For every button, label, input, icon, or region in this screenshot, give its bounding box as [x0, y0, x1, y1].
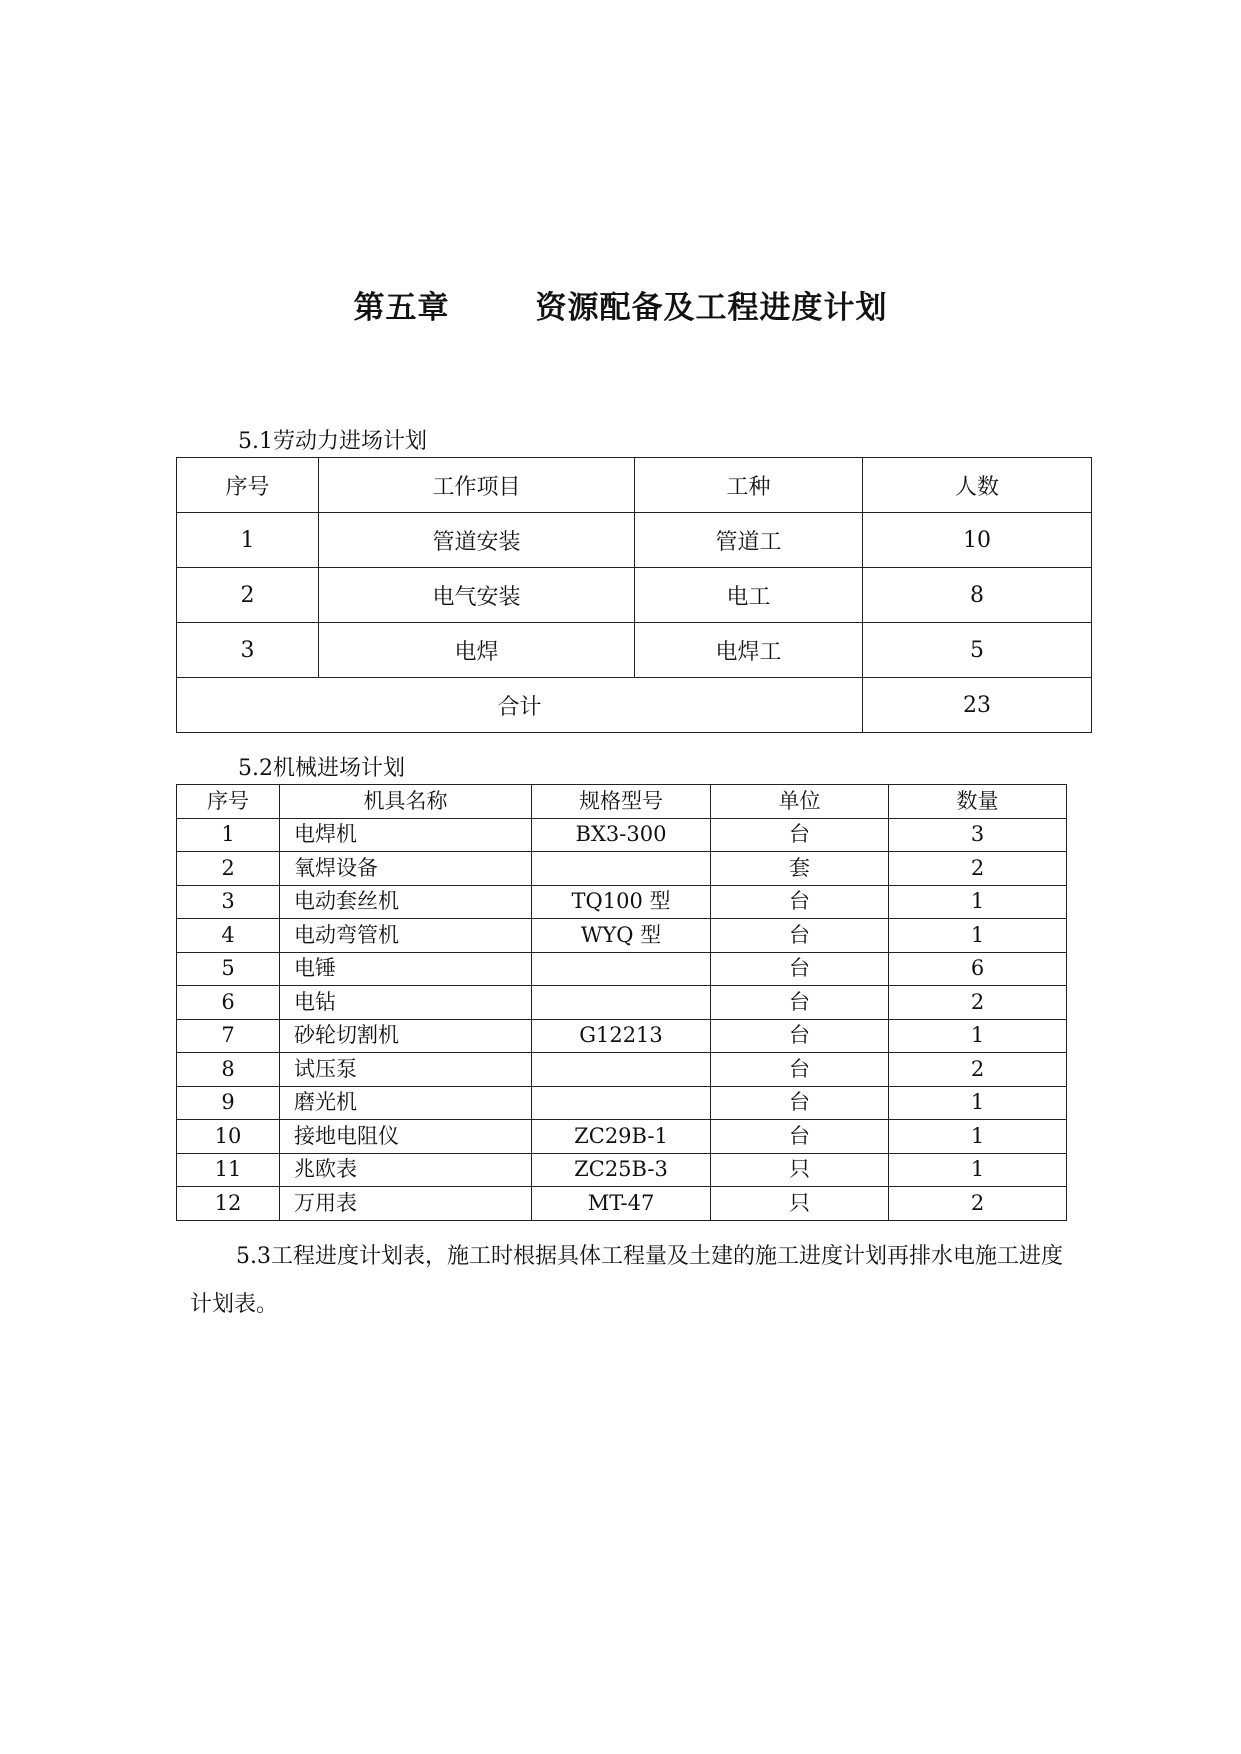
total-label: 合计: [177, 678, 863, 733]
table-cell: 电动套丝机: [280, 885, 532, 919]
table-cell: 台: [711, 1019, 889, 1053]
table-cell: 3: [177, 623, 319, 678]
table-row: [177, 623, 1092, 678]
table-cell: 电焊机: [280, 818, 532, 852]
table-row: [177, 1187, 1067, 1221]
table-cell: 1: [889, 1086, 1067, 1120]
table-cell: 2: [177, 568, 319, 623]
table-cell: 8: [863, 568, 1092, 623]
table-cell: 2: [177, 852, 280, 886]
table-cell: 台: [711, 1053, 889, 1087]
table-row: [177, 818, 1067, 852]
table-cell: 管道安装: [319, 513, 635, 568]
chapter-number: 第五章: [353, 290, 450, 326]
chapter-title: [0, 282, 1241, 327]
table-cell: 4: [177, 919, 280, 953]
table-cell: 电气安装: [319, 568, 635, 623]
table-cell: 1: [889, 1153, 1067, 1187]
total-value: 23: [863, 678, 1092, 733]
labor-plan-heading: 5.1劳动力进场计划: [238, 429, 427, 454]
table-cell: 10: [177, 1120, 280, 1154]
table-cell: 电工: [635, 568, 863, 623]
table-cell: 台: [711, 1086, 889, 1120]
table-cell: ZC29B-1: [532, 1120, 711, 1154]
table-cell: 2: [889, 1187, 1067, 1221]
table-cell: 万用表: [280, 1187, 532, 1221]
table-cell: 2: [889, 1053, 1067, 1087]
table-row: [177, 1019, 1067, 1053]
table-cell: 电焊工: [635, 623, 863, 678]
table-cell: 3: [889, 818, 1067, 852]
table-cell: 台: [711, 818, 889, 852]
table-cell: 10: [863, 513, 1092, 568]
table-cell: 电动弯管机: [280, 919, 532, 953]
table-row: [177, 919, 1067, 953]
table-cell: 12: [177, 1187, 280, 1221]
machine-plan-heading: 5.2机械进场计划: [238, 756, 405, 781]
table-cell: [532, 852, 711, 886]
table-cell: 砂轮切割机: [280, 1019, 532, 1053]
table-row: [177, 1053, 1067, 1087]
table-cell: 7: [177, 1019, 280, 1053]
table-row: [177, 986, 1067, 1020]
table-cell: [532, 952, 711, 986]
table-cell: 试压泵: [280, 1053, 532, 1087]
table-cell: 台: [711, 885, 889, 919]
table-cell: 电焊: [319, 623, 635, 678]
header-cell: 序号: [177, 785, 280, 819]
chapter-name: 资源配备及工程进度计划: [535, 290, 888, 326]
table-cell: 5: [177, 952, 280, 986]
table-cell: TQ100 型: [532, 885, 711, 919]
total-row: [177, 678, 1092, 733]
table-cell: 9: [177, 1086, 280, 1120]
table-cell: 8: [177, 1053, 280, 1087]
table-cell: 台: [711, 952, 889, 986]
table-cell: 6: [889, 952, 1067, 986]
table-cell: 台: [711, 919, 889, 953]
table-cell: 磨光机: [280, 1086, 532, 1120]
table-cell: 只: [711, 1153, 889, 1187]
table-cell: 3: [177, 885, 280, 919]
table-header-row: [177, 458, 1092, 513]
schedule-note: 5.3工程进度计划表，施工时根据具体工程量及土建的施工进度计划再排水电施工进度计划表。: [190, 1244, 1063, 1317]
header-cell: 单位: [711, 785, 889, 819]
table-cell: 2: [889, 986, 1067, 1020]
table-cell: 11: [177, 1153, 280, 1187]
table-cell: 套: [711, 852, 889, 886]
table-cell: 氧焊设备: [280, 852, 532, 886]
table-cell: 1: [889, 1120, 1067, 1154]
table-cell: ZC25B-3: [532, 1153, 711, 1187]
machine-plan-table: [176, 784, 1067, 1221]
table-cell: 1: [889, 1019, 1067, 1053]
table-cell: 管道工: [635, 513, 863, 568]
table-cell: 台: [711, 1120, 889, 1154]
table-row: [177, 852, 1067, 886]
header-cell: 人数: [863, 458, 1092, 513]
table-cell: 台: [711, 986, 889, 1020]
table-cell: 6: [177, 986, 280, 1020]
table-cell: WYQ 型: [532, 919, 711, 953]
table-cell: BX3-300: [532, 818, 711, 852]
table-cell: 兆欧表: [280, 1153, 532, 1187]
table-cell: [532, 1086, 711, 1120]
header-cell: 数量: [889, 785, 1067, 819]
table-cell: 1: [177, 818, 280, 852]
header-cell: 机具名称: [280, 785, 532, 819]
table-row: [177, 1153, 1067, 1187]
table-row: [177, 513, 1092, 568]
table-cell: 电钻: [280, 986, 532, 1020]
table-row: [177, 1120, 1067, 1154]
header-cell: 工作项目: [319, 458, 635, 513]
header-cell: 规格型号: [532, 785, 711, 819]
table-row: [177, 885, 1067, 919]
table-header-row: [177, 785, 1067, 819]
table-cell: 只: [711, 1187, 889, 1221]
table-cell: [532, 986, 711, 1020]
table-cell: [532, 1053, 711, 1087]
table-cell: 1: [177, 513, 319, 568]
table-cell: MT-47: [532, 1187, 711, 1221]
table-row: [177, 568, 1092, 623]
header-cell: 工种: [635, 458, 863, 513]
header-cell: 序号: [177, 458, 319, 513]
table-cell: 1: [889, 885, 1067, 919]
table-row: [177, 1086, 1067, 1120]
table-cell: 1: [889, 919, 1067, 953]
labor-plan-table: [176, 457, 1092, 733]
table-cell: 接地电阻仪: [280, 1120, 532, 1154]
table-cell: 5: [863, 623, 1092, 678]
table-cell: 2: [889, 852, 1067, 886]
table-cell: G12213: [532, 1019, 711, 1053]
table-row: [177, 952, 1067, 986]
table-cell: 电锤: [280, 952, 532, 986]
